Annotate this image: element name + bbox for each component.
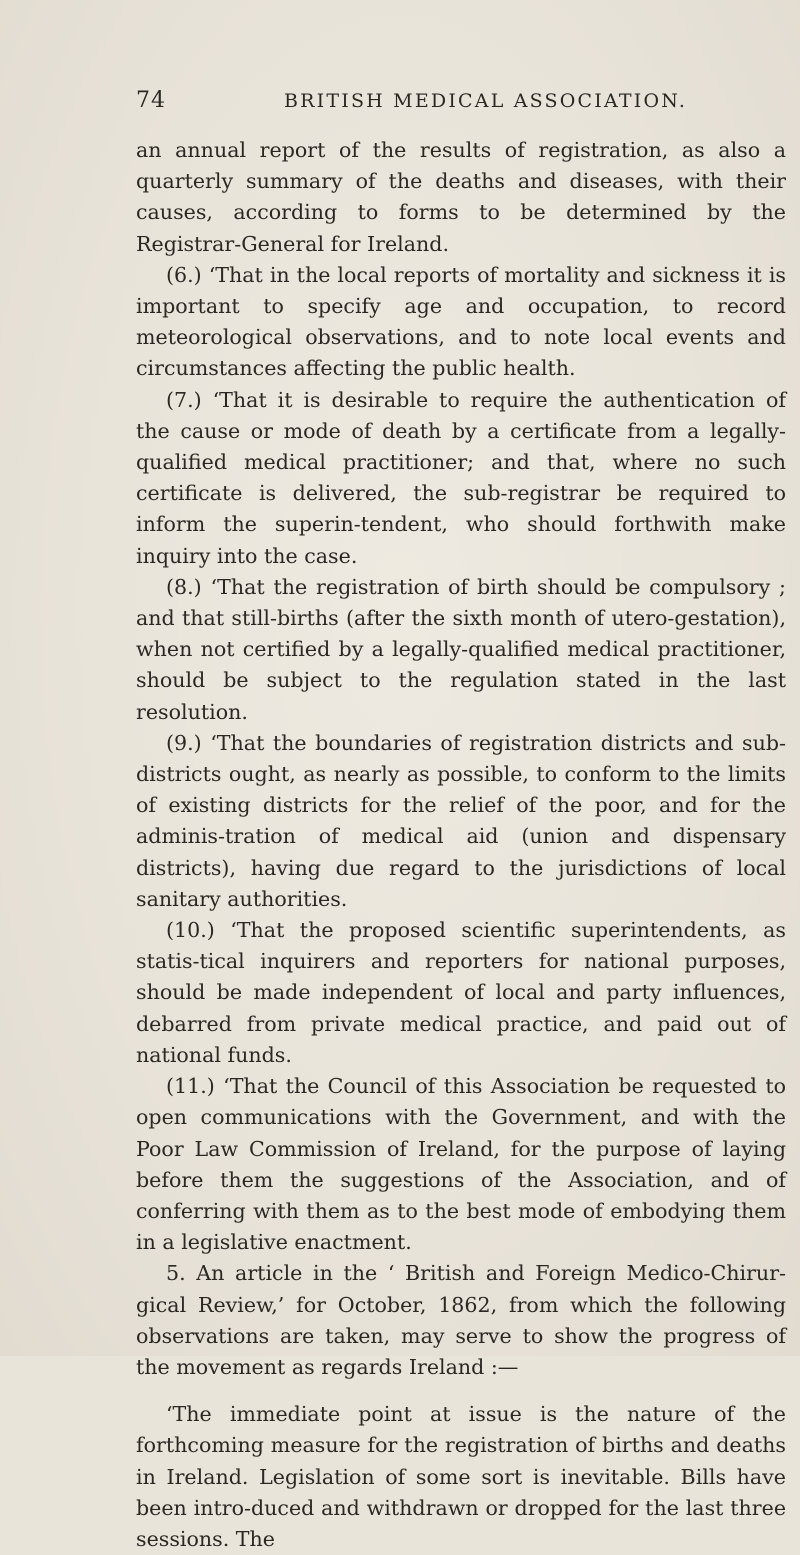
paragraph-resolution-9: (9.) ‘That the boundaries of registration districts and sub-districts ought, as nearly as possible, to conform to the limits of existing districts for the relief of the poor, and for the adminis-tration of medical aid (union and dispensary districts), having due regard to the jurisdictions of local sanitary authorities.	[136, 730, 786, 911]
page-number: 74	[136, 88, 166, 113]
paragraph-resolution-8: (8.) ‘That the registration of birth should be compulsory ; and that still-births (after the sixth month of utero-gestation), when not certified by a legally-qualified medical practitioner, should be subject to the regulation stated in the last resolution.	[136, 574, 786, 724]
paragraph-section-5: 5. An article in the ‘ British and Foreign Medico-Chirur-gical Review,’ for October, 1862, from which the following observations are taken, may serve to show the progress of the movement as regards Ireland :—	[136, 1261, 786, 1379]
body-text	[136, 135, 786, 1555]
paragraph-resolution-6: (6.) ‘That in the local reports of mortality and sickness it is important to specify age and occupation, to record meteorological observations, and to note local events and circumstances affecting the public health.	[136, 262, 786, 381]
page-header	[136, 88, 776, 124]
paragraph-quotation: ‘The immediate point at issue is the nature of the forthcoming measure for the registration of births and deaths in Ireland. Legislation of some sort is inevitable. Bills have been intro-duced and withdrawn or dropped for the last three sessions. The	[136, 1402, 786, 1551]
paragraph-resolution-7: (7.) ‘That it is desirable to require the authentication of the cause or mode of death by a certificate from a legally-qualified medical practitioner; and that, where no such certificate is delivered, the sub-registrar be required to inform the superin-tendent, who should forthwith make inquiry into the case.	[136, 387, 786, 568]
paragraph-continuation: an annual report of the results of registration, as also a quarterly summary of the deaths and diseases, with their causes, according to forms to be determined by the Registrar-General for Ireland.	[136, 138, 786, 256]
paragraph-resolution-11: (11.) ‘That the Council of this Association be requested to open communications with the Government, and with the Poor Law Commission of Ireland, for the purpose of laying before them the suggestions of the Association, and of conferring with them as to the best mode of embodying them in a legislative enactment.	[136, 1074, 786, 1255]
paragraph-resolution-10: (10.) ‘That the proposed scientific superintendents, as statis-tical inquirers and reporters for national purposes, should be made independent of local and party influences, debarred from private medical practice, and paid out of national funds.	[136, 918, 786, 1067]
running-title: BRITISH MEDICAL ASSOCIATION.	[284, 90, 688, 112]
